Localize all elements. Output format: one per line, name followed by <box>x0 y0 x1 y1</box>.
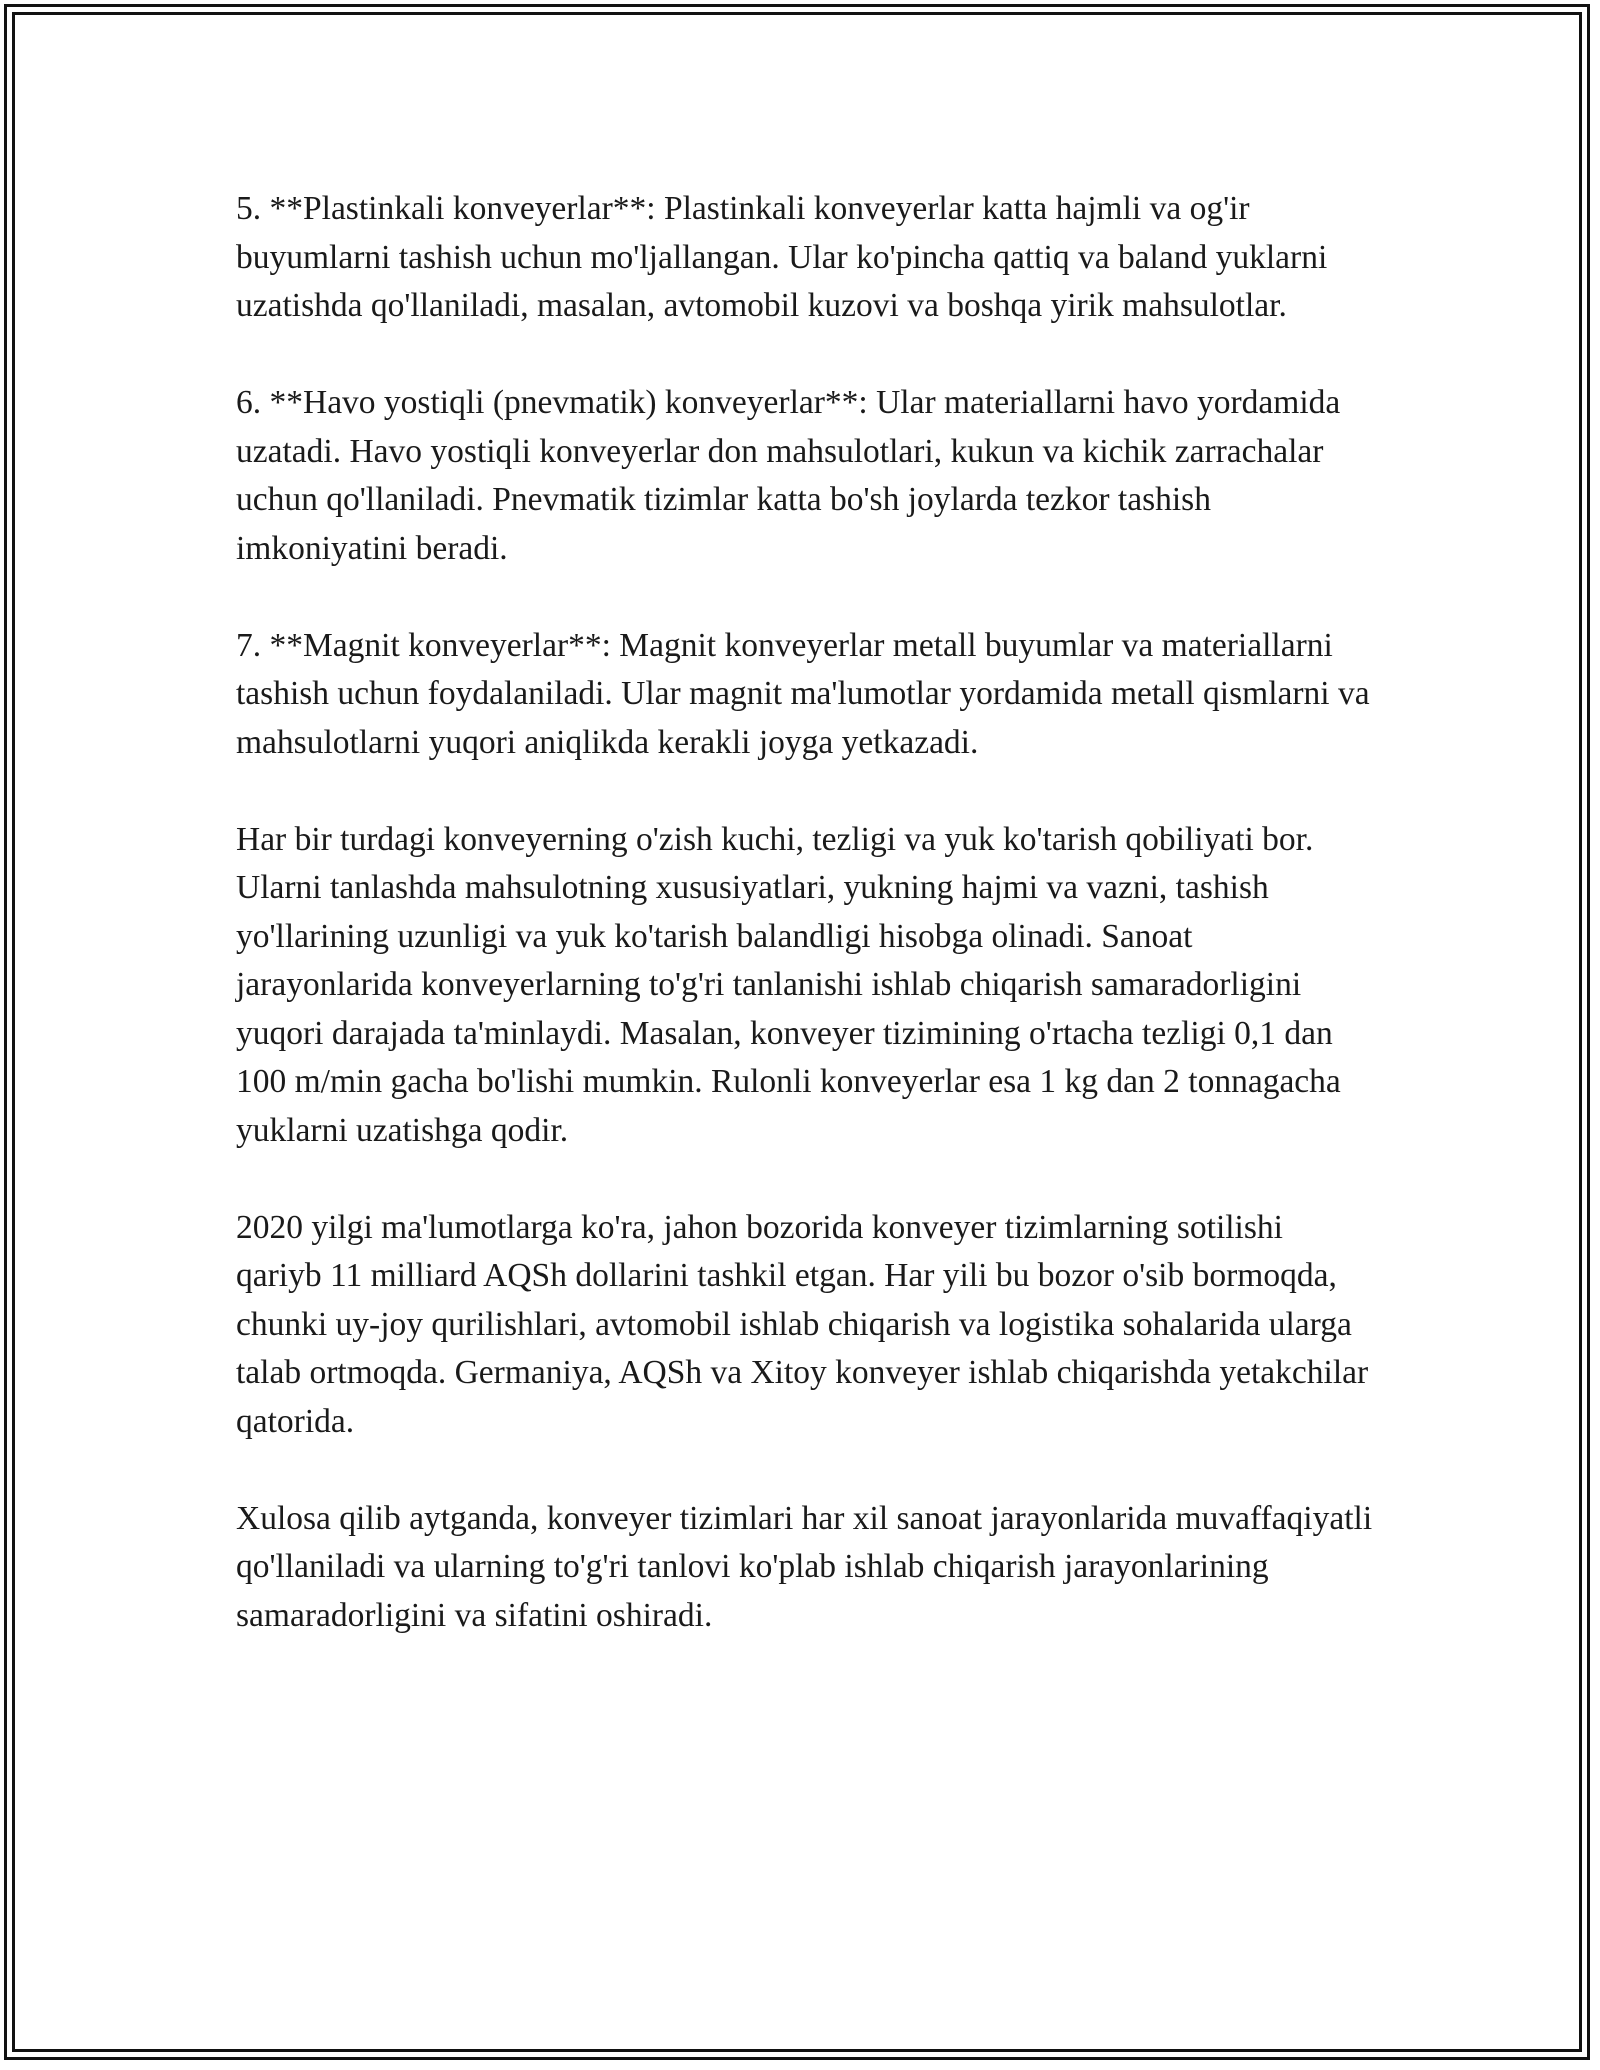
paragraph-havo-yostiqli-konveyerlar: 6. **Havo yostiqli (pnevmatik) konveyerlar**: Ular materiallarni havo yordamida uzatadi. Havo yostiqli konveyerlar don mahsulotlari, kukun va kichik zarrachalar uchun qo'llaniladi. Pnevmatik tizimlar katta bo'sh joylarda tezkor tashish imkoniyatini beradi. <box>236 384 1341 567</box>
paragraph-konveyer-tanlash: Har bir turdagi konveyerning o'zish kuchi, tezligi va yuk ko'tarish qobiliyati bor. Ularni tanlashda mahsulotning xususiyatlari, yukning hajmi va vazni, tashish yo'llarining uzunligi va yuk ko'tarish balandligi hisobga olinadi. Sanoat jarayonlarida konveyerlarning to'g'ri tanlanishi ishlab chiqarish samaradorligini yuqori darajada ta'minlaydi. Masalan, konveyer tizimining o'rtacha tezligi 0,1 dan 100 m/min gacha bo'lishi mumkin. Rulonli konveyerlar esa 1 kg dan 2 tonnagacha yuklarni uzatishga qodir. <box>236 820 1341 1149</box>
paragraph-magnit-konveyerlar: 7. **Magnit konveyerlar**: Magnit konveyerlar metall buyumlar va materiallarni tashish uchun foydalaniladi. Ular magnit ma'lumotlar yordamida metall qismlarni va mahsulotlarni yuqori aniqlikda kerakli joyga yetkazadi. <box>236 626 1370 761</box>
document-body <box>236 185 1376 1689</box>
paragraph-xulosa: Xulosa qilib aytganda, konveyer tizimlari har xil sanoat jarayonlarida muvaffaqiyatli qo'llaniladi va ularning to'g'ri tanlovi ko'plab ishlab chiqarish jarayonlarining samaradorligini va sifatini oshiradi. <box>236 1499 1373 1634</box>
paragraph-jahon-bozori: 2020 yilgi ma'lumotlarga ko'ra, jahon bozorida konveyer tizimlarning sotilishi qariyb 11 milliard AQSh dollarini tashkil etgan. Har yili bu bozor o'sib bormoqda, chunki uy-joy qurilishlari, avtomobil ishlab chiqarish va logistika sohalarida ularga talab ortmoqda. Germaniya, AQSh va Xitoy konveyer ishlab chiqarishda yetakchilar qatorida. <box>236 1208 1369 1440</box>
paragraph-plastinkali-konveyerlar: 5. **Plastinkali konveyerlar**: Plastinkali konveyerlar katta hajmli va og'ir buyumlarni tashish uchun mo'ljallangan. Ular ko'pincha qattiq va baland yuklarni uzatishda qo'llaniladi, masalan, avtomobil kuzovi va boshqa yirik mahsulotlar. <box>236 190 1328 324</box>
